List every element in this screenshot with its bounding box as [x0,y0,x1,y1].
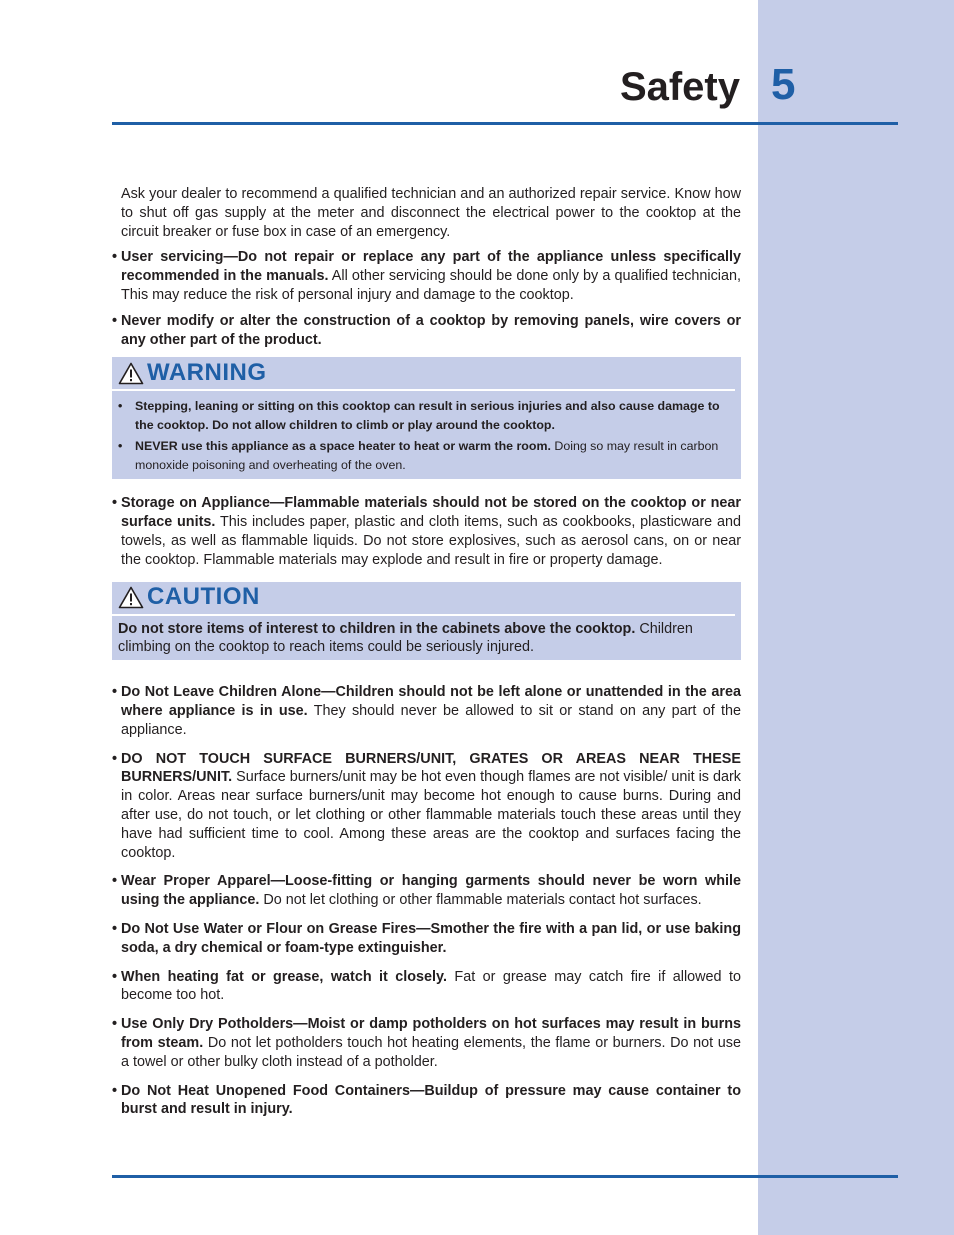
bullet-dot: • [112,1082,118,1099]
bullet-dot: • [118,439,123,454]
bullet-text: Surface burners/unit may be hot even though flames are not visible/ unit is dark in color. Areas near surface burners/unit may become hot enough to cause burns. During and after use, do not touch, or let clothing or other flammable materials touch these areas until they have had sufficient time to cool. Among these areas are the cooktop and surfaces facing the cooktop. [121,769,741,861]
caution-box [112,582,741,661]
bullet-dot: • [112,968,118,985]
caution-text: Children climbing on the cooktop to reach items could be seriously injured. [118,620,693,656]
bullet-text: This includes paper, plastic and cloth items, such as cookbooks, plasticware and towels, as well as flammable liquids. Do not store explosives, such as aerosol cans, on or near the cooktop. Flammable materials may explode and result in fire or property damage. [121,514,741,568]
bullet-bold: Use Only Dry Potholders—Moist or damp potholders on hot surfaces may result in burns from steam. [121,1016,741,1051]
warning-triangle-icon [118,362,144,385]
bullet-text: Fat or grease may catch fire if allowed to become too hot. [121,968,741,1004]
bullet-bold: Storage on Appliance—Flammable materials should not be stored on the cooktop or near surface units. [121,495,741,531]
bullet-potholders [112,1015,741,1071]
warning-item-bold: Stepping, leaning or sitting on this cooktop can result in serious injuries and also cause damage to the cooktop. Do not allow children to climb or play around the cooktop. [135,399,720,432]
warning-item-bold: NEVER use this appliance as a space heater to heat or warm the room. [135,439,551,454]
bullet-dot: • [112,920,118,937]
footer-rule [112,1175,898,1178]
bullet-text: Do not let clothing or other flammable materials contact hot surfaces. [259,892,702,909]
warning-header [112,357,735,391]
bullet-bold: Do Not Leave Children Alone—Children should not be left alone or unattended in the area where appliance is in use. [121,684,741,719]
bullet-dot: • [112,1016,118,1033]
caution-title: CAUTION [147,583,260,611]
header-rule [112,122,898,125]
bullet-bold: Wear Proper Apparel—Loose-fitting or hanging garments should never be worn while using the appliance. [121,873,741,909]
bullet-dot: • [112,684,118,701]
bullet-dot: • [118,399,123,414]
caution-body [112,616,741,661]
bullet-surface-burners [112,750,741,863]
content [112,185,741,1119]
warning-title: WARNING [147,358,267,386]
bullet-dot: • [112,873,118,890]
bullet-user-servicing [112,248,741,304]
caution-bold: Do not store items of interest to children in the cabinets above the cooktop. [118,620,636,637]
warning-item [118,437,735,474]
bullet-bold: Do Not Heat Unopened Food Containers—Buildup of pressure may cause container to burst and result in injury. [121,1082,741,1118]
caution-header [112,582,735,616]
bullet-children-alone [112,683,741,739]
intro-paragraph: Ask your dealer to recommend a qualified technician and an authorized repair service. Know how to shut off gas supply at the meter and disconnect the electrical power to the cooktop at the circuit breaker or fuse box in case of an emergency. [121,186,741,240]
page-number: 5 [771,60,796,109]
bullet-text: They should never be allowed to sit or stand on any part of the appliance. [121,702,741,738]
sidebar-band [758,0,954,1235]
bullet-dot: • [112,750,118,767]
bullet-bold: DO NOT TOUCH SURFACE BURNERS/UNIT, GRATES OR AREAS NEAR THESE BURNERS/UNIT. [121,750,741,786]
bullet-apparel [112,872,741,910]
warning-triangle-icon [118,586,144,609]
bullet-bold: User servicing—Do not repair or replace any part of the appliance unless specifically recommended in the manuals. [121,249,741,285]
bullet-text: Do not let potholders touch hot heating elements, the flame or burners. Do not use a towel or other bulky cloth instead of a potholder. [121,1034,741,1070]
bullet-heating-fat [112,968,741,1006]
warning-item [118,397,735,434]
bullet-grease-fires [112,920,741,958]
bullet-dot: • [112,312,118,329]
bullet-bold: Never modify or alter the construction of a cooktop by removing panels, wire covers or any other part of the product. [121,312,741,348]
bullet-dot: • [112,495,118,512]
bullet-storage [112,494,741,569]
bullet-never-modify [112,312,741,350]
bullet-dot: • [112,249,118,266]
page-title: Safety [619,65,740,109]
warning-item-text: Doing so may result in carbon monoxide poisoning and overheating of the oven. [135,439,719,472]
bullet-food-containers [112,1082,741,1120]
bullet-text: All other servicing should be done only by a qualified technician, This may reduce the risk of personal injury and damage to the cooktop. [121,268,741,303]
bullet-bold: Do Not Use Water or Flour on Grease Fires—Smother the fire with a pan lid, or use baking soda, a dry chemical or foam-type extinguisher. [121,920,741,956]
warning-list [112,391,741,479]
warning-box [112,357,741,479]
bullet-bold: When heating fat or grease, watch it closely. [121,968,447,985]
